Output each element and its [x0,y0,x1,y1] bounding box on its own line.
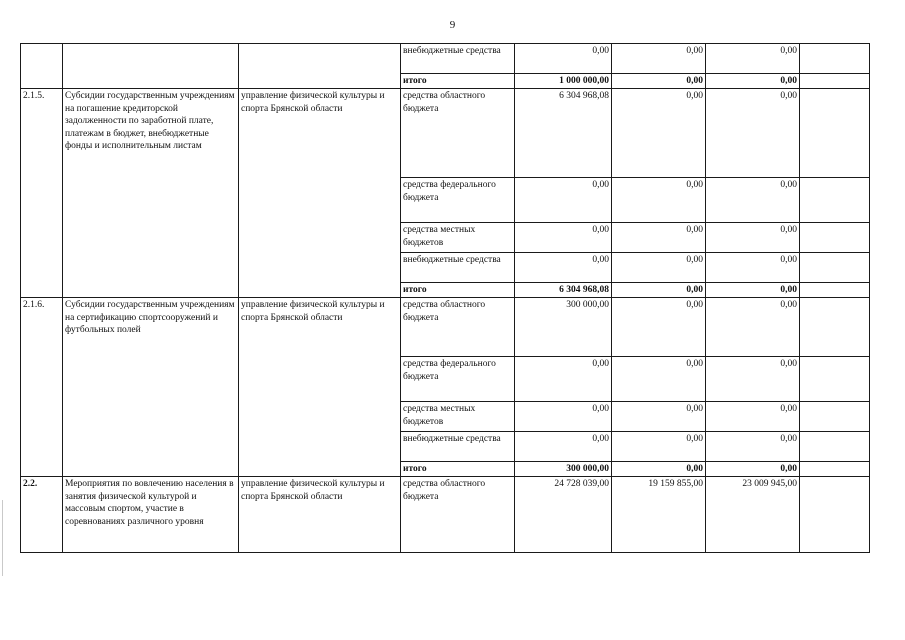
value-cell: 0,00 [706,44,800,74]
source-cell: средства местных бюджетов [401,223,515,253]
value-cell: 19 159 855,00 [612,477,706,553]
value-cell: 0,00 [515,178,612,223]
total-label: итого [401,74,515,89]
total-value: 300 000,00 [515,462,612,477]
item-code: 2.2. [21,477,63,553]
value-cell: 0,00 [515,357,612,402]
page-number: 9 [449,19,456,31]
item-code: 2.1.6. [21,298,63,477]
source-cell: внебюджетные средства [401,44,515,74]
value-cell [800,432,870,462]
value-cell: 24 728 039,00 [515,477,612,553]
value-cell [800,298,870,357]
total-label: итого [401,283,515,298]
total-value [800,74,870,89]
source-cell: средства областного бюджета [401,89,515,178]
value-cell: 0,00 [515,432,612,462]
value-cell: 0,00 [612,432,706,462]
value-cell: 0,00 [706,402,800,432]
total-value: 0,00 [612,74,706,89]
source-cell: средства федерального бюджета [401,178,515,223]
value-cell: 0,00 [612,253,706,283]
value-cell [800,357,870,402]
value-cell: 0,00 [515,402,612,432]
title-cell [63,44,239,89]
source-cell: средства местных бюджетов [401,402,515,432]
value-cell: 23 009 945,00 [706,477,800,553]
value-cell: 0,00 [612,223,706,253]
value-cell: 0,00 [612,298,706,357]
value-cell: 0,00 [706,89,800,178]
value-cell: 0,00 [612,357,706,402]
table-row [21,44,870,74]
value-cell [800,89,870,178]
total-value [800,283,870,298]
source-cell: внебюджетные средства [401,253,515,283]
value-cell: 0,00 [706,223,800,253]
source-cell: средства областного бюджета [401,298,515,357]
code-cell [21,44,63,89]
total-value: 0,00 [706,462,800,477]
total-value: 0,00 [706,283,800,298]
value-cell: 0,00 [515,223,612,253]
item-executor: управление физической культуры и спорта Брянской области [239,298,401,477]
value-cell [800,477,870,553]
item-title: Субсидии государственным учреждениям на сертификацию спортсооружений и футбольных полей [63,298,239,477]
value-cell [800,402,870,432]
value-cell [800,253,870,283]
total-value: 0,00 [706,74,800,89]
total-value [800,462,870,477]
total-label: итого [401,462,515,477]
item-executor: управление физической культуры и спорта Брянской области [239,477,401,553]
value-cell: 0,00 [706,253,800,283]
item-title: Субсидии государственным учреждениям на погашение кредиторской задолженности по заработной плате, платежам в бюджет, внебюджетные фонды и исполнительным листам [63,89,239,298]
budget-table [20,43,870,553]
total-value: 0,00 [612,462,706,477]
item-code: 2.1.5. [21,89,63,298]
value-cell: 0,00 [706,178,800,223]
value-cell [800,178,870,223]
item-title: Мероприятия по вовлечению населения в занятия физической культурой и массовым спортом, участие в соревнованиях различного уровня [63,477,239,553]
table-row [21,89,870,178]
source-cell: средства областного бюджета [401,477,515,553]
scan-edge-mark [2,500,3,576]
value-cell: 0,00 [612,178,706,223]
value-cell: 0,00 [706,357,800,402]
table-row [21,298,870,357]
value-cell: 300 000,00 [515,298,612,357]
source-cell: внебюджетные средства [401,432,515,462]
value-cell: 0,00 [612,89,706,178]
value-cell: 6 304 968,08 [515,89,612,178]
value-cell [800,44,870,74]
executor-cell [239,44,401,89]
total-value: 0,00 [612,283,706,298]
value-cell: 0,00 [706,432,800,462]
total-value: 6 304 968,08 [515,283,612,298]
value-cell [800,223,870,253]
value-cell: 0,00 [706,298,800,357]
table-row [21,477,870,553]
source-cell: средства федерального бюджета [401,357,515,402]
value-cell: 0,00 [612,402,706,432]
value-cell: 0,00 [515,253,612,283]
value-cell: 0,00 [515,44,612,74]
value-cell: 0,00 [612,44,706,74]
total-value: 1 000 000,00 [515,74,612,89]
item-executor: управление физической культуры и спорта Брянской области [239,89,401,298]
